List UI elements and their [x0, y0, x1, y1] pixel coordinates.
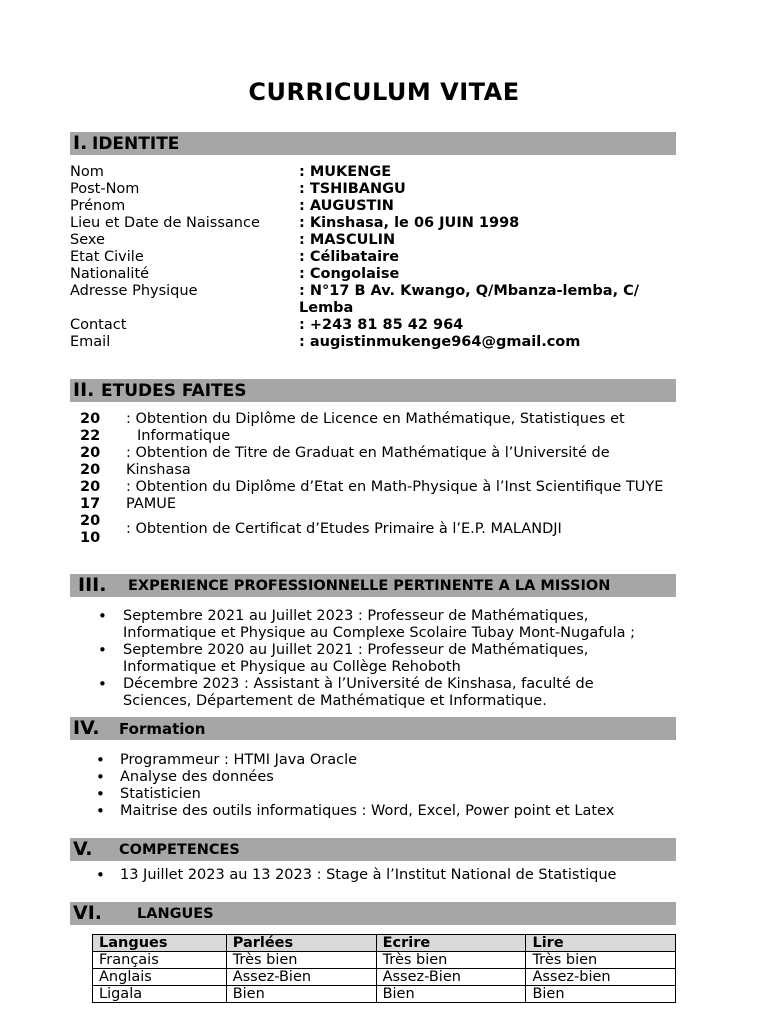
formation-item: Statisticien — [120, 786, 201, 802]
identite-label: Email — [70, 334, 111, 350]
section-header-formation — [70, 717, 676, 740]
identite-value: : MUKENGE — [299, 164, 392, 180]
section-number: I. — [73, 132, 88, 154]
bullet-icon: • — [98, 675, 107, 693]
identite-label: Lieu et Date de Naissance — [70, 215, 260, 231]
experience-text: Septembre 2020 au Juillet 2021 : Professeur de Mathématiques, — [123, 642, 589, 658]
bullet-icon: • — [96, 802, 105, 820]
column-header: Ecrire — [376, 935, 526, 952]
table-cell: Bien — [376, 986, 526, 1003]
identite-value: : N°17 B Av. Kwango, Q/Mbanza-lemba, C/ — [299, 283, 640, 299]
identite-label: Sexe — [70, 232, 105, 248]
etude-year-bottom: 20 — [80, 462, 101, 478]
section-header-competences — [70, 838, 676, 861]
identite-value: : AUGUSTIN — [299, 198, 394, 214]
bullet-icon: • — [98, 641, 107, 659]
etude-text: : Obtention du Diplôme de Licence en Mathématique, Statistiques et — [126, 411, 625, 427]
identite-value: : augistinmukenge964@gmail.com — [299, 334, 581, 350]
identite-value: : Célibataire — [299, 249, 400, 265]
etude-year-bottom: 10 — [80, 530, 101, 546]
formation-item: Programmeur : HTMI Java Oracle — [120, 752, 358, 768]
identite-value-continued: Lemba — [299, 300, 354, 316]
table-cell: Anglais — [93, 969, 227, 986]
identite-label: Prénom — [70, 198, 126, 214]
formation-item: Analyse des données — [120, 769, 274, 785]
experience-text-continued: Informatique et Physique au Complexe Scolaire Tubay Mont-Nugafula ; — [123, 625, 636, 641]
section-number: II. — [73, 379, 95, 401]
table-cell: Bien — [226, 986, 376, 1003]
identite-value: : Kinshasa, le 06 JUIN 1998 — [299, 215, 520, 231]
etude-year-top: 20 — [80, 479, 101, 495]
identite-label: Contact — [70, 317, 127, 333]
table-cell: Très bien — [376, 952, 526, 969]
section-header-experience — [70, 574, 676, 597]
identite-value: : Congolaise — [299, 266, 400, 282]
bullet-icon: • — [96, 751, 105, 769]
languages-table — [92, 934, 676, 1003]
section-label: ETUDES FAITES — [101, 381, 247, 401]
etude-text: : Obtention de Titre de Graduat en Mathématique à l’Université de — [126, 445, 610, 461]
identite-value: : TSHIBANGU — [299, 181, 406, 197]
bullet-icon: • — [96, 768, 105, 786]
etude-year-top: 20 — [80, 411, 101, 427]
etude-year-bottom: 22 — [80, 428, 101, 444]
bullet-icon: • — [96, 785, 105, 803]
experience-text: Septembre 2021 au Juillet 2023 : Professeur de Mathématiques, — [123, 608, 589, 624]
experience-text: Décembre 2023 : Assistant à l’Université de Kinshasa, faculté de — [123, 676, 594, 692]
column-header: Langues — [93, 935, 227, 952]
table-row — [93, 969, 676, 986]
section-label: EXPERIENCE PROFESSIONNELLE PERTINENTE A LA MISSION — [128, 578, 611, 594]
etude-year-bottom: 17 — [80, 496, 101, 512]
section-header-etudes — [70, 379, 676, 402]
identite-label: Etat Civile — [70, 249, 144, 265]
section-header-identite — [70, 132, 676, 155]
etude-text-continued: PAMUE — [126, 496, 177, 512]
section-number: V. — [73, 838, 93, 860]
experience-text-continued: Informatique et Physique au Collège Rehoboth — [123, 659, 461, 675]
identite-label: Nom — [70, 164, 104, 180]
section-label: IDENTITE — [92, 134, 180, 154]
table-cell: Français — [93, 952, 227, 969]
table-cell: Bien — [526, 986, 676, 1003]
identite-value: : +243 81 85 42 964 — [299, 317, 464, 333]
table-cell: Très bien — [526, 952, 676, 969]
table-cell: Assez-bien — [526, 969, 676, 986]
formation-item: Maitrise des outils informatiques : Word, Excel, Power point et Latex — [120, 803, 615, 819]
section-label: LANGUES — [137, 906, 214, 922]
etude-text-continued: Kinshasa — [126, 462, 191, 478]
etude-text-continued: Informatique — [137, 428, 231, 444]
table-cell: Ligala — [93, 986, 227, 1003]
table-header-row — [93, 935, 676, 952]
identite-value: : MASCULIN — [299, 232, 396, 248]
bullet-icon: • — [96, 866, 105, 884]
etude-text: : Obtention de Certificat d’Etudes Primaire à l’E.P. MALANDJI — [126, 521, 562, 537]
identite-label: Post-Nom — [70, 181, 140, 197]
table-row — [93, 986, 676, 1003]
table-cell: Très bien — [226, 952, 376, 969]
section-number: III. — [78, 574, 107, 596]
column-header: Lire — [526, 935, 676, 952]
section-header-langues — [70, 902, 676, 925]
table-cell: Assez-Bien — [226, 969, 376, 986]
table-row — [93, 952, 676, 969]
column-header: Parlées — [226, 935, 376, 952]
etude-year-top: 20 — [80, 513, 101, 529]
section-number: IV. — [73, 717, 100, 739]
section-label: Formation — [119, 720, 206, 738]
identite-label: Adresse Physique — [70, 283, 198, 299]
bullet-icon: • — [98, 607, 107, 625]
competence-item: 13 Juillet 2023 au 13 2023 : Stage à l’Institut National de Statistique — [120, 867, 617, 883]
table-cell: Assez-Bien — [376, 969, 526, 986]
etude-year-top: 20 — [80, 445, 101, 461]
etude-text: : Obtention du Diplôme d’Etat en Math-Physique à l’Inst Scientifique TUYE — [126, 479, 664, 495]
experience-text-continued: Sciences, Département de Mathématique et Informatique. — [123, 693, 547, 709]
identite-label: Nationalité — [70, 266, 150, 282]
section-number: VI. — [73, 902, 102, 924]
page-title: CURRICULUM VITAE — [248, 78, 520, 106]
section-label: COMPETENCES — [119, 842, 240, 858]
